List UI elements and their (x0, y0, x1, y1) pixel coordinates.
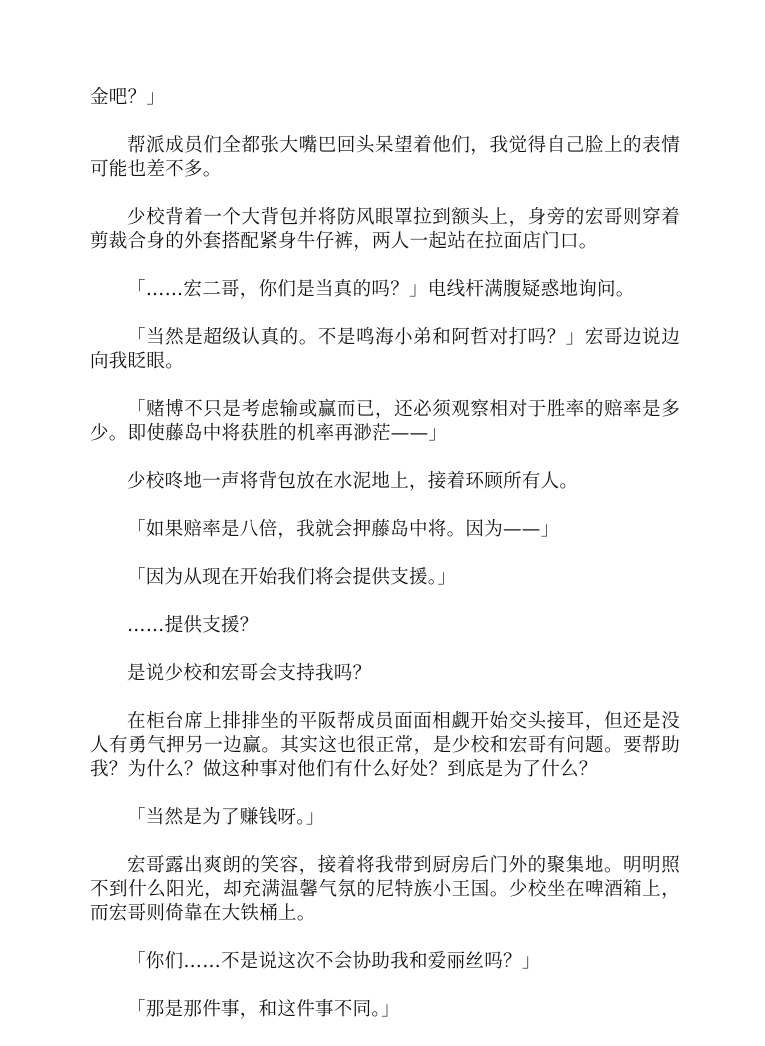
paragraph: 「如果赔率是八倍，我就会押藤岛中将。因为——」 (127, 519, 560, 540)
paragraph: 帮派成员们全都张大嘴巴回头呆望着他们，我觉得自己脸上的表情可能也差不多。 (90, 135, 680, 180)
paragraph-continuation: 金吧？」 (90, 87, 166, 108)
paragraph: 少校咚地一声将背包放在水泥地上，接着环顾所有人。 (127, 471, 579, 492)
paragraph: 在柜台席上排排坐的平阪帮成员面面相觑开始交头接耳，但还是没人有勇气押另一边赢。其实这也很正常，是少校和宏哥有问题。要帮助我？为什么？做这种事对他们有什么好处？到底是为了什么？ (90, 711, 680, 780)
paragraph: 「因为从现在开始我们将会提供支援。」 (127, 567, 457, 588)
paragraph: 是说少校和宏哥会支持我吗？ (127, 663, 372, 684)
paragraph: 宏哥露出爽朗的笑容，接着将我带到厨房后门外的聚集地。明明照不到什么阳光，却充满温馨气氛的尼特族小王国。少校坐在啤酒箱上，而宏哥则倚靠在大铁桶上。 (90, 855, 680, 924)
paragraph: 「当然是为了赚钱呀。」 (127, 807, 325, 828)
paragraph: 「你们……不是说这次不会协助我和爱丽丝吗？」 (127, 951, 541, 972)
document-page (90, 86, 680, 1046)
paragraph: 「赌博不只是考虑输或赢而已，还必须观察相对于胜率的赔率是多少。即使藤岛中将获胜的机率再渺茫——」 (90, 399, 680, 444)
paragraph: ……提供支援？ (127, 615, 259, 636)
paragraph: 少校背着一个大背包并将防风眼罩拉到额头上，身旁的宏哥则穿着剪裁合身的外套搭配紧身牛仔裤，两人一起站在拉面店门口。 (90, 207, 680, 252)
paragraph: 「那是那件事，和这件事不同。」 (127, 999, 400, 1020)
paragraph: 「当然是超级认真的。不是鸣海小弟和阿哲对打吗？」宏哥边说边向我眨眼。 (90, 327, 680, 372)
paragraph: 「……宏二哥，你们是当真的吗？」电线杆满腹疑惑地询问。 (127, 279, 635, 300)
